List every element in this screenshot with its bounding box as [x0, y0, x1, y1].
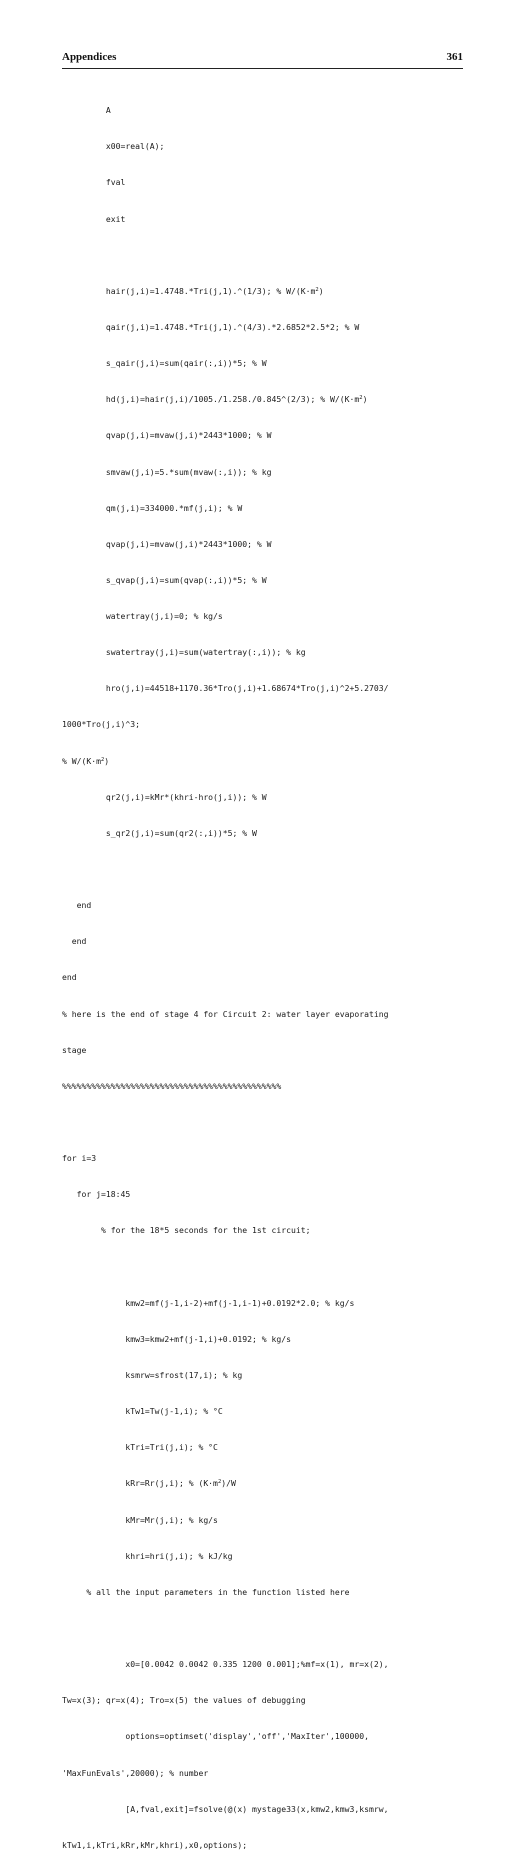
code-line: %%%%%%%%%%%%%%%%%%%%%%%%%%%%%%%%%%%%%%%%%%%%%: [62, 1080, 282, 1091]
code-line: stage: [62, 1044, 87, 1055]
running-header-title: Appendices: [62, 51, 117, 63]
code-line: % for the 18*5 seconds for the 1st circuit;: [62, 1225, 311, 1236]
code-text: hair(j,i)=1.4748.*Tri(j,1).^(1/3); % W/(K·m: [62, 285, 316, 296]
code-line: ksmrw=sfrost(17,i); % kg: [62, 1370, 243, 1381]
code-line: [62, 249, 472, 261]
code-line: kMr=Mr(j,i); % kg/s: [62, 1514, 218, 1525]
code-line: s_qr2(j,i)=sum(qr2(:,i))*5; % W: [62, 827, 257, 838]
code-line: [62, 1116, 472, 1128]
code-line: qr2(j,i)=kMr*(khri-hro(j,i)); % W: [62, 791, 267, 802]
code-line: A: [62, 105, 111, 116]
code-line: end: [62, 936, 87, 947]
code-line: kTw1=Tw(j-1,i); % °C: [62, 1406, 223, 1417]
code-line: 'MaxFunEvals',20000); % number: [62, 1767, 209, 1778]
header-rule: [62, 68, 463, 69]
code-line: end: [62, 900, 92, 911]
code-text: hd(j,i)=hair(j,i)/1005./1.258./0.845^(2/3); % W/(K·m: [62, 394, 360, 405]
superscript: 2: [315, 286, 319, 293]
code-line: kTri=Tri(j,i); % °C: [62, 1442, 218, 1453]
code-text: ): [318, 285, 324, 296]
code-line: exit: [62, 213, 126, 224]
code-line: qair(j,i)=1.4748.*Tri(j,1).^(4/3).*2.6852*2.5*2; % W: [62, 321, 360, 332]
code-line: Tw=x(3); qr=x(4); Tro=x(5) the values of debugging: [62, 1695, 306, 1706]
code-line: options=optimset('display','off','MaxIter',100000,: [62, 1731, 369, 1742]
code-line: [62, 863, 472, 875]
code-line: qvap(j,i)=mvaw(j,i)*2443*1000; % W: [62, 430, 272, 441]
page-number: 361: [446, 51, 463, 63]
code-line: hro(j,i)=44518+1170.36*Tro(j,i)+1.68674*Tro(j,i)^2+5.2703/: [62, 683, 389, 694]
code-line: khri=hri(j,i); % kJ/kg: [62, 1550, 233, 1561]
code-line: end: [62, 972, 77, 983]
code-line: [62, 1477, 472, 1489]
code-line: [62, 393, 472, 405]
code-line: qm(j,i)=334000.*mf(j,i); % W: [62, 502, 243, 513]
code-text: )/W: [221, 1478, 236, 1489]
code-line: s_qvap(j,i)=sum(qvap(:,i))*5; % W: [62, 574, 267, 585]
code-line: smvaw(j,i)=5.*sum(mvaw(:,i)); % kg: [62, 466, 272, 477]
code-line: qvap(j,i)=mvaw(j,i)*2443*1000; % W: [62, 538, 272, 549]
code-line: 1000*Tro(j,i)^3;: [62, 719, 140, 730]
superscript: 2: [217, 1479, 222, 1486]
code-text: % W/(K·m: [62, 755, 101, 766]
code-line: fval: [62, 177, 126, 188]
code-line: for i=3: [62, 1153, 97, 1164]
code-line: [62, 1622, 472, 1634]
code-text: ): [362, 394, 368, 405]
code-text: ): [104, 755, 110, 766]
code-line: % here is the end of stage 4 for Circuit 2: water layer evaporating: [62, 1008, 389, 1019]
code-line: [A,fval,exit]=fsolve(@(x) mystage33(x,kmw2,kmw3,ksmrw,: [62, 1803, 389, 1814]
code-line: s_qair(j,i)=sum(qair(:,i))*5; % W: [62, 358, 267, 369]
code-line: swatertray(j,i)=sum(watertray(:,i)); % kg: [62, 647, 306, 658]
code-line: [62, 755, 472, 767]
code-line: kmw2=mf(j-1,i-2)+mf(j-1,i-1)+0.0192*2.0; % kg/s: [62, 1297, 355, 1308]
code-line: for j=18:45: [62, 1189, 131, 1200]
code-line: [62, 1261, 472, 1273]
code-line: [62, 285, 472, 297]
code-line: kmw3=kmw2+mf(j-1,i)+0.0192; % kg/s: [62, 1333, 292, 1344]
code-text: kRr=Rr(j,i); % (K·m: [62, 1478, 218, 1489]
code-line: x0=[0.0042 0.0042 0.335 1200 0.001];%mf=x(1), mr=x(2),: [62, 1659, 389, 1670]
superscript: 2: [359, 395, 363, 402]
code-line: x00=real(A);: [62, 141, 165, 152]
code-listing: [62, 80, 472, 1875]
superscript: 2: [100, 756, 105, 763]
code-line: % all the input parameters in the function listed here: [62, 1586, 350, 1597]
code-line: kTw1,i,kTri,kRr,kMr,khri),x0,options);: [62, 1839, 248, 1850]
code-line: watertray(j,i)=0; % kg/s: [62, 611, 223, 622]
